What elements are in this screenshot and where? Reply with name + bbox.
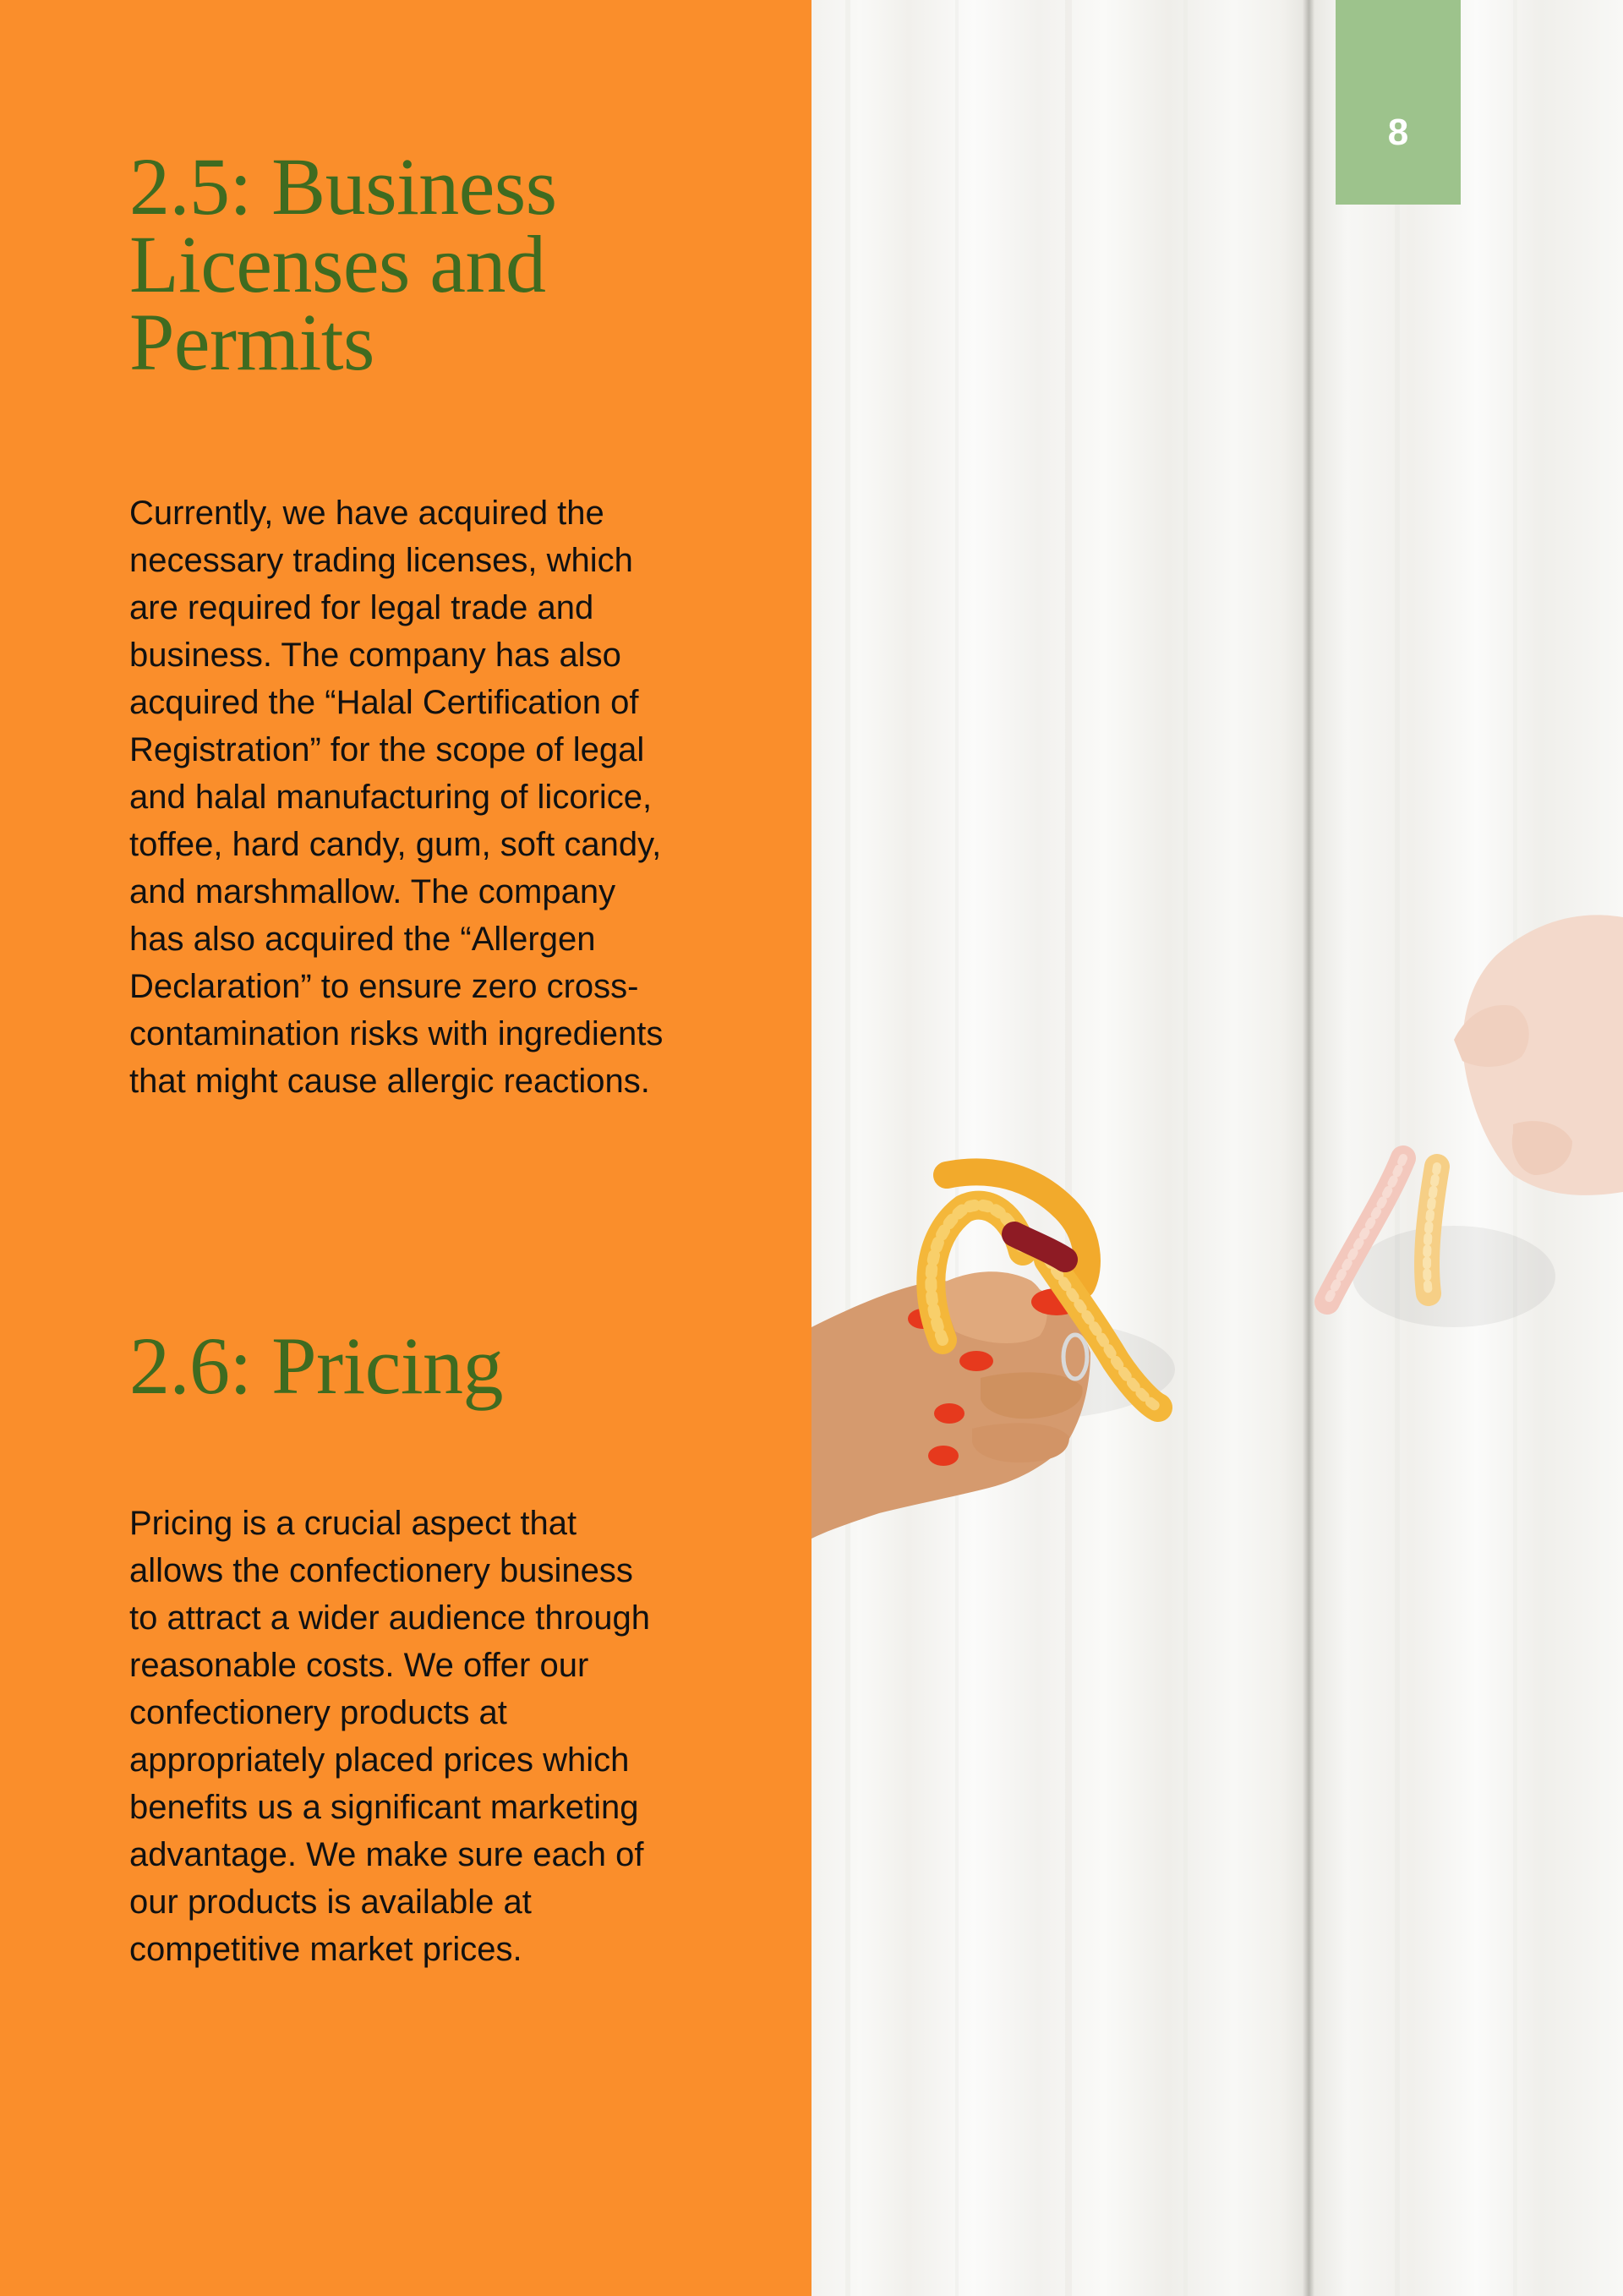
left-hand: [812, 1271, 1090, 1539]
gummy-worms-photo: [812, 0, 1623, 2296]
page-number-tab: [1336, 0, 1461, 205]
page-number: 8: [1387, 112, 1409, 153]
section-body: Currently, we have acquired the necessary trading licenses, which are required for legal trade and business. The company has also acquired the “Halal Certification of Registration” for the scope of legal and halal manufacturing of licorice, toffee, hard candy, gum, soft candy, and marshmallow. The company has also acquired the “Allergen Declaration” to ensure zero cross-contamination risks with ingredients that might cause allergic reactions.: [129, 495, 664, 1100]
right-hand: [1454, 915, 1623, 1194]
section-business-licenses: [129, 141, 670, 1105]
section-heading: 2.6: Pricing: [129, 1320, 503, 1411]
section-pricing: [129, 1320, 670, 1973]
section-heading: 2.5: Business Licenses and Permits: [129, 141, 557, 387]
gummy-worms-hands-photo-icon: [812, 0, 1623, 2296]
section-body: Pricing is a crucial aspect that allows the confectionery business to attract a wider audience through reasonable costs. We offer our confectionery products at appropriately placed prices which benefits us a significant marketing advantage. We make sure each of our products is available at competitive market prices.: [129, 1505, 650, 1968]
